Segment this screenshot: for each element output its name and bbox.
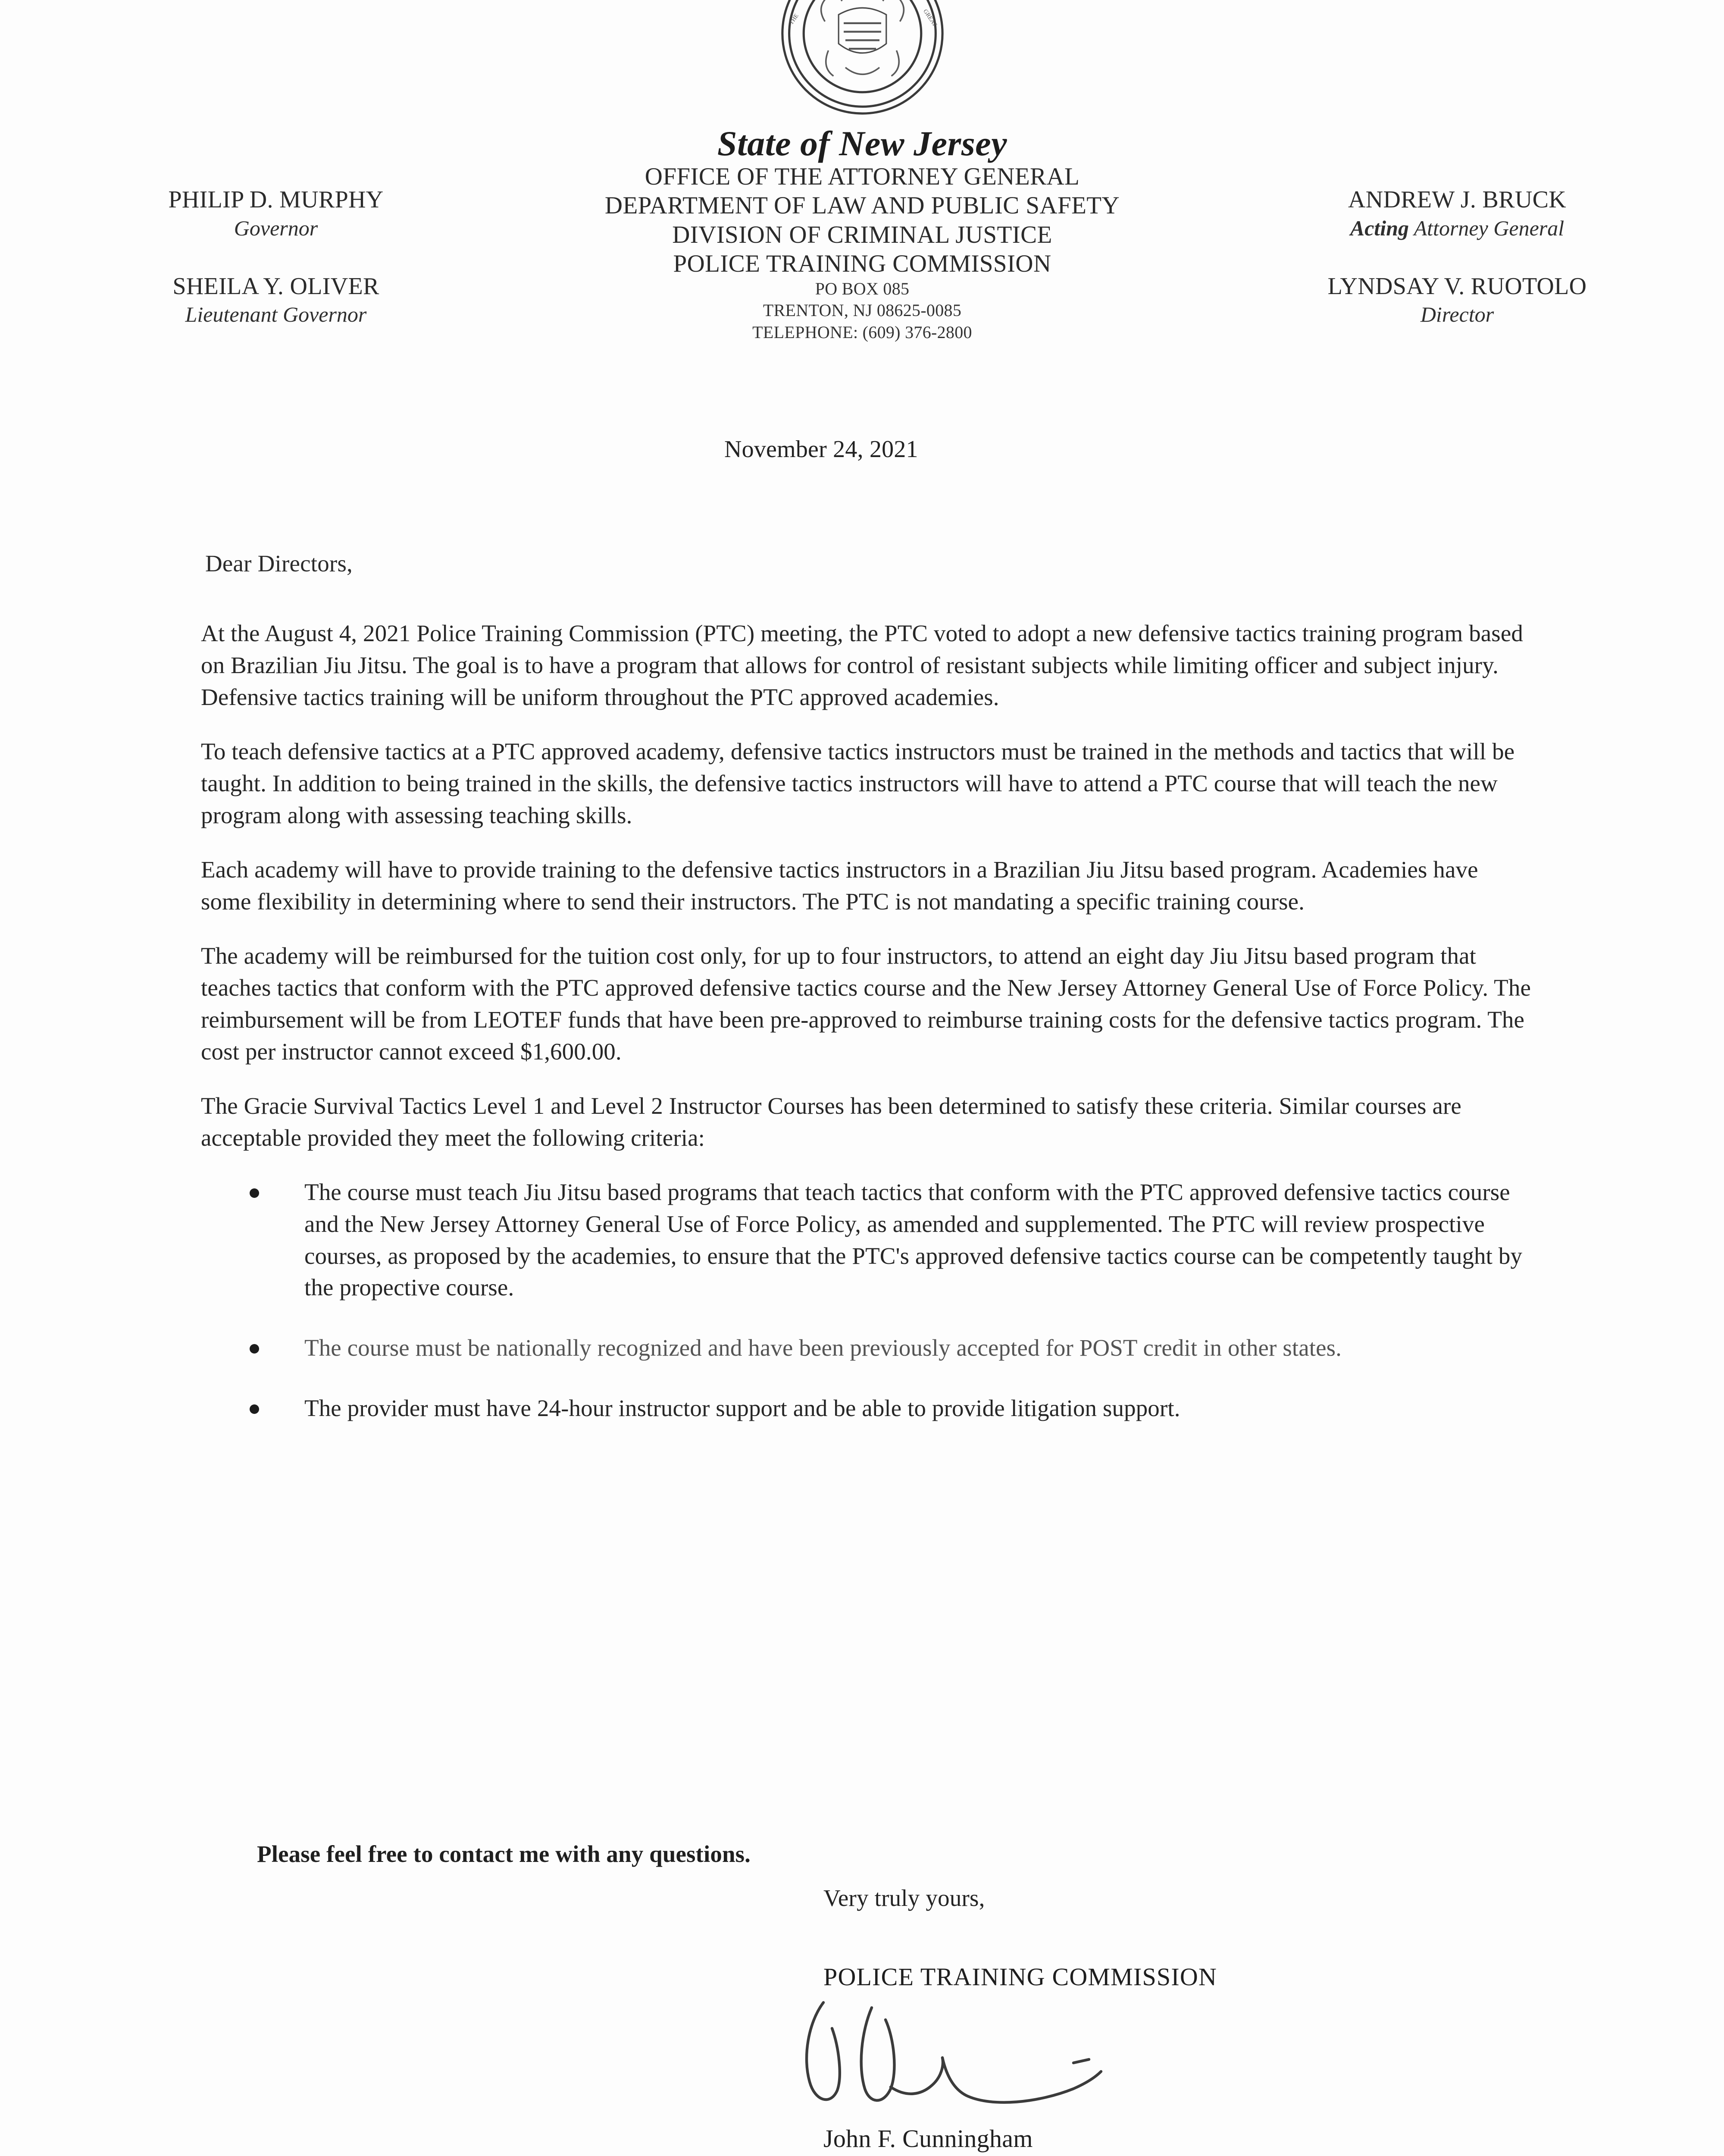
svg-text:THE: THE: [788, 13, 800, 26]
list-item: [201, 1392, 1533, 1424]
official-title-director: Director: [1420, 302, 1494, 327]
body-paragraph-4: The academy will be reimbursed for the tuition cost only, for up to four instructors, to attend an eight day Jiu Jitsu based program that teaches tactics that conform with the PTC approved defensive tactics course and the New Jersey Attorney General Use of Force Policy. The reimbursement will be from LEOTEF funds that have been pre-approved to reimburse training costs for the defensive tactics program. The cost per instructor cannot exceed $1,600.00.: [201, 942, 1531, 1065]
body-paragraph-5: The Gracie Survival Tactics Level 1 and Level 2 Instructor Courses has been determined to satisfy these criteria. Similar courses are acceptable provided they meet the following criteria:: [201, 1092, 1461, 1151]
official-title-lieutenant-governor: Lieutenant Governor: [185, 302, 367, 327]
address-city-state-zip: TRENTON, NJ 08625-0085: [763, 301, 962, 320]
signer-name: John F. Cunningham: [823, 2125, 1033, 2153]
letterhead: [0, 0, 1724, 397]
signing-organization: POLICE TRAINING COMMISSION: [823, 1963, 1217, 1991]
bullet-icon: [250, 1404, 259, 1414]
bullet-icon: [250, 1344, 259, 1354]
org-line-criminal-justice: DIVISION OF CRIMINAL JUSTICE: [672, 221, 1052, 248]
svg-text:GREAT: GREAT: [922, 8, 939, 28]
valediction: Very truly yours,: [823, 1885, 985, 1911]
official-title-governor: Governor: [234, 216, 318, 240]
salutation: Dear Directors,: [205, 550, 353, 577]
letter-date: November 24, 2021: [724, 436, 918, 463]
list-item: [201, 1332, 1533, 1364]
address-po-box: PO BOX 085: [815, 279, 910, 299]
bullet-icon: [250, 1188, 259, 1198]
state-title: State of New Jersey: [717, 124, 1007, 163]
official-name-director: LYNDSAY V. RUOTOLO: [1327, 273, 1587, 300]
list-item-text: The provider must have 24-hour instructor support and be able to provide litigation support.: [304, 1395, 1180, 1422]
body-paragraph-2: To teach defensive tactics at a PTC approved academy, defensive tactics instructors must be trained in the methods and tactics that will be taught. In addition to being trained in the skills, the defensive tactics instructors will have to attend a PTC course that will teach the new program along with assessing teaching skills.: [201, 738, 1515, 828]
left-officials-block: [91, 186, 461, 327]
official-title-attorney-general-rest: Attorney General: [1409, 216, 1564, 240]
letter-body: [201, 617, 1533, 1453]
list-item-text: The course must teach Jiu Jitsu based programs that teach tactics that conform with the PTC approved defensive tactics course and the New Jersey Attorney General Use of Force Policy, as amended and supplemented. The PTC will review prospective courses, as proposed by the academies, to ensure that the PTC's approved defensive tactics course can be competently taught by the propective course.: [304, 1178, 1523, 1301]
nj-state-seal-icon: [777, 0, 948, 119]
org-line-police-training-commission: POLICE TRAINING COMMISSION: [673, 250, 1051, 277]
list-item: [201, 1176, 1533, 1304]
org-line-law-public-safety: DEPARTMENT OF LAW AND PUBLIC SAFETY: [604, 192, 1120, 219]
right-officials-block: [1263, 186, 1651, 327]
criteria-list: [201, 1176, 1533, 1425]
official-title-acting-prefix: Acting: [1350, 216, 1409, 240]
center-letterhead: [509, 125, 1216, 343]
body-paragraph-3: Each academy will have to provide training to the defensive tactics instructors in a Brazilian Jiu Jitsu based program. Academies have some flexibility in determining where to send their instructors. The PTC is not mandating a specific training course.: [201, 856, 1478, 915]
address-telephone: TELEPHONE: (609) 376-2800: [752, 322, 972, 342]
spacer: [91, 241, 461, 273]
official-name-governor: PHILIP D. MURPHY: [168, 186, 384, 213]
org-line-attorney-general: OFFICE OF THE ATTORNEY GENERAL: [645, 163, 1080, 191]
closing-note-text: Please feel free to contact me with any questions.: [257, 1841, 751, 1867]
official-name-lieutenant-governor: SHEILA Y. OLIVER: [172, 273, 379, 300]
spacer: [1263, 241, 1651, 273]
closing-note: [257, 1840, 751, 1868]
signature-block: [823, 1884, 1513, 2153]
official-name-attorney-general: ANDREW J. BRUCK: [1348, 186, 1566, 213]
official-title-attorney-general: [1263, 215, 1651, 241]
list-item-text: The course must be nationally recognized and have been previously accepted for POST credit in other states.: [304, 1335, 1342, 1361]
body-paragraph-1: At the August 4, 2021 Police Training Commission (PTC) meeting, the PTC voted to adopt a new defensive tactics training program based on Brazilian Jiu Jitsu. The goal is to have a program that allows for control of resistant subjects while limiting officer and subject injury. Defensive tactics training will be uniform throughout the PTC approved academies.: [201, 620, 1523, 710]
handwritten-signature: [789, 1994, 1306, 2123]
